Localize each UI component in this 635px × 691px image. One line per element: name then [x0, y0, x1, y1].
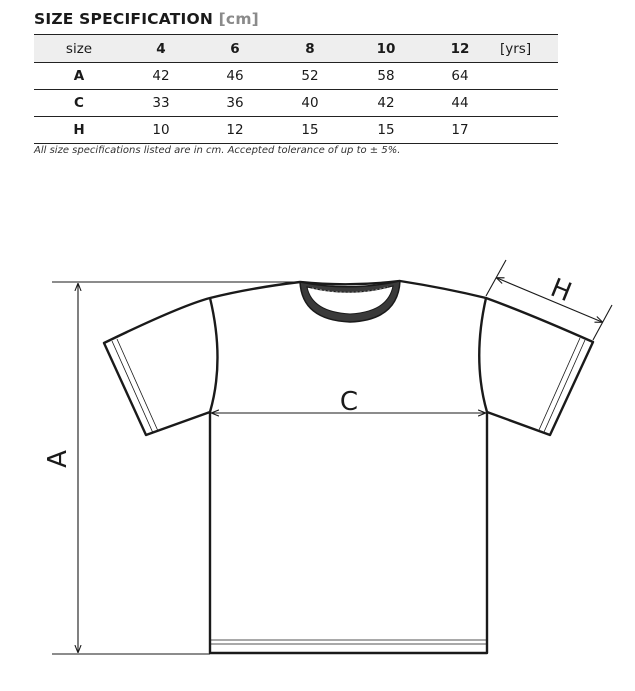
table-cell: 12: [198, 117, 272, 144]
tshirt-body: [104, 281, 593, 653]
tolerance-note: All size specifications listed are in cm. Accepted tolerance of up to ± 5%.: [34, 145, 401, 156]
stitching: [112, 338, 585, 644]
row-label: A: [34, 63, 124, 90]
collar: [300, 281, 400, 322]
table-cell: 52: [272, 63, 348, 90]
table-cell: 40: [272, 90, 348, 117]
table-cell: 10: [124, 117, 198, 144]
table-cell: 15: [272, 117, 348, 144]
table-cell: 42: [124, 63, 198, 90]
left-armhole: [210, 298, 218, 412]
size-header: size: [34, 35, 124, 63]
table-cell: 64: [424, 63, 496, 90]
table-cell: 33: [124, 90, 198, 117]
size-column-header: 12: [424, 35, 496, 63]
table-cell: 42: [348, 90, 424, 117]
row-label: C: [34, 90, 124, 117]
table-cell: 15: [348, 117, 424, 144]
row-label: H: [34, 117, 124, 144]
table-cell: 46: [198, 63, 272, 90]
table-cell: 44: [424, 90, 496, 117]
tshirt-outline: [104, 281, 593, 653]
table-cell: 36: [198, 90, 272, 117]
dimension-a-label: A: [43, 450, 73, 468]
table-cell: 17: [424, 117, 496, 144]
size-column-header: 6: [198, 35, 272, 63]
size-column-header: 8: [272, 35, 348, 63]
table-cell: 58: [348, 63, 424, 90]
size-column-header: 4: [124, 35, 198, 63]
dimension-h-label: H: [546, 273, 576, 309]
title-main: SIZE SPECIFICATION: [34, 10, 214, 28]
right-armhole: [479, 298, 487, 412]
size-column-header: 10: [348, 35, 424, 63]
dimension-c-label: C: [339, 387, 359, 417]
title-unit: [cm]: [218, 10, 259, 28]
unit-header: [yrs]: [496, 35, 558, 63]
dimension-a: [52, 282, 300, 654]
